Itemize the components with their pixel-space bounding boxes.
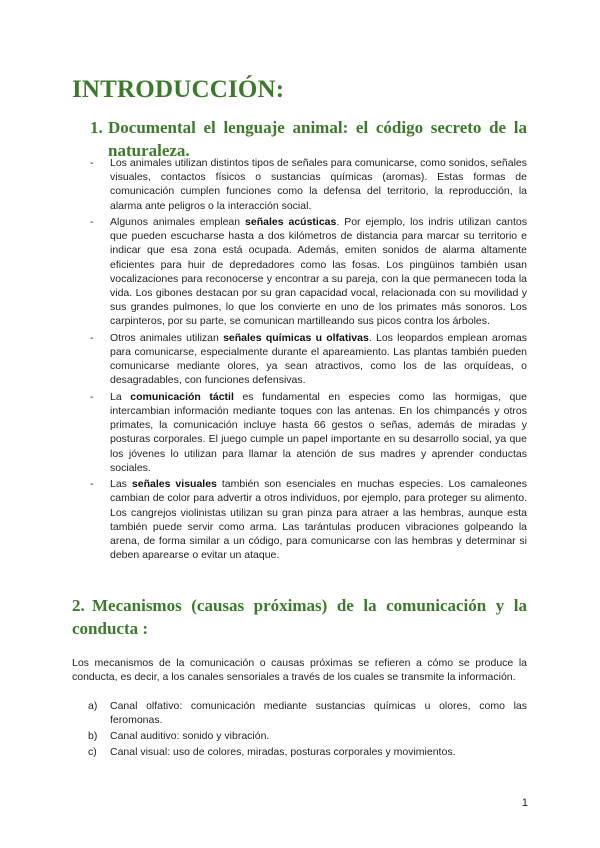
bullet-marker: -	[90, 478, 94, 491]
section-1-heading-text: Documental el lenguaje animal: el código secreto de la naturaleza.	[108, 118, 527, 160]
section-1-number: 1.	[90, 118, 103, 137]
section-2-heading-text: Mecanismos (causas próximas) de la comunicación y la conducta :	[72, 596, 527, 638]
section-2-number: 2.	[72, 596, 85, 615]
bullet-marker: -	[90, 331, 94, 344]
list-item: b) Canal auditivo: sonido y vibración.	[88, 730, 270, 742]
list-item: a) Canal olfativo: comunicación mediante sustancias químicas u olores, como las feromonas.	[88, 700, 527, 727]
bullet-marker: -	[90, 157, 94, 169]
list-item: - Las señales visuales también son esenciales en muchas especies. Los camaleones cambian de color para advertir a otros individuos, por ejemplo, para proteger su alimento. Los cangrejos violinistas utilizan su gran pinza para atraer a las hembras, aunque esta también puede servir como arma. Las tarántulas producen vibraciones golpeando la arena, de forma similar a un código, para comunicarse con las hembras y determinar si deben aparearse o evitar un ataque.	[90, 478, 527, 562]
section-1-bullet-list	[90, 156, 527, 565]
list-item: - Otros animales utilizan señales químicas u olfativas. Los leopardos emplean aromas para comunicarse, especialmente durante el apareamiento. Las plantas también pueden comunicarse mediante olores, ya sean atractivos, como los de las orquídeas, o desagradables, con funciones defensivas.	[90, 331, 527, 387]
emphasis-term: comunicación táctil	[130, 390, 234, 403]
list-marker: c)	[88, 745, 97, 758]
emphasis-term: señales químicas u olfativas	[223, 331, 369, 344]
section-2-lettered-list	[88, 699, 527, 761]
page-title: INTRODUCCIÓN:	[72, 76, 285, 103]
bullet-marker: -	[90, 216, 94, 228]
section-2-paragraph: Los mecanismos de la comunicación o causas próximas se refieren a cómo se produce la conducta, es decir, a los canales sensoriales a través de los cuales se transmite la información.	[72, 657, 527, 684]
list-marker: b)	[88, 730, 98, 742]
section-2-heading	[72, 594, 527, 640]
bullet-marker: -	[90, 390, 94, 403]
list-item: c) Canal visual: uso de colores, miradas, posturas corporales y movimientos.	[88, 745, 456, 758]
list-item: - Algunos animales emplean señales acústicas. Por ejemplo, los indris utilizan cantos que pueden escucharse hasta a dos kilómetros de distancia para marcar su territorio e indicar que esa zona está ocupada. Además, emiten sonidos de alarma altamente eficientes para huir de depredadores como las fosas. Los pingüinos también usan vocalizaciones para reconocerse y encontrar a su pareja, con la que permanecen toda la vida. Los gibones destacan por su gran capacidad vocal, relacionada con su movilidad y sus grandes pulmones, lo que los convierte en uno de los primates más sonoros. Los carpinteros, por su parte, se comunican martilleando sus picos contra los árboles.	[90, 216, 527, 328]
list-marker: a)	[88, 700, 98, 712]
list-item: - La comunicación táctil es fundamental en especies como las hormigas, que intercambian información mediante toques con las antenas. En los chimpancés y otros primates, la comunicación incluye hasta 66 gestos o señas, además de miradas y posturas corporales. El juego cumple un papel importante en su desarrollo social, ya que los jóvenes lo utilizan para llamar la atención de sus madres y aprender conductas sociales.	[90, 390, 527, 474]
emphasis-term: señales acústicas	[245, 216, 337, 228]
page-number: 1	[521, 797, 528, 809]
emphasis-term: señales visuales	[131, 478, 217, 491]
list-item: - Los animales utilizan distintos tipos de señales para comunicarse, como sonidos, señales visuales, contactos físicos o sustancias químicas (aromas). Estas formas de comunicación cumplen funciones como la defensa del territorio, la reproducción, la alarma ante peligros o la interacción social.	[90, 157, 527, 212]
